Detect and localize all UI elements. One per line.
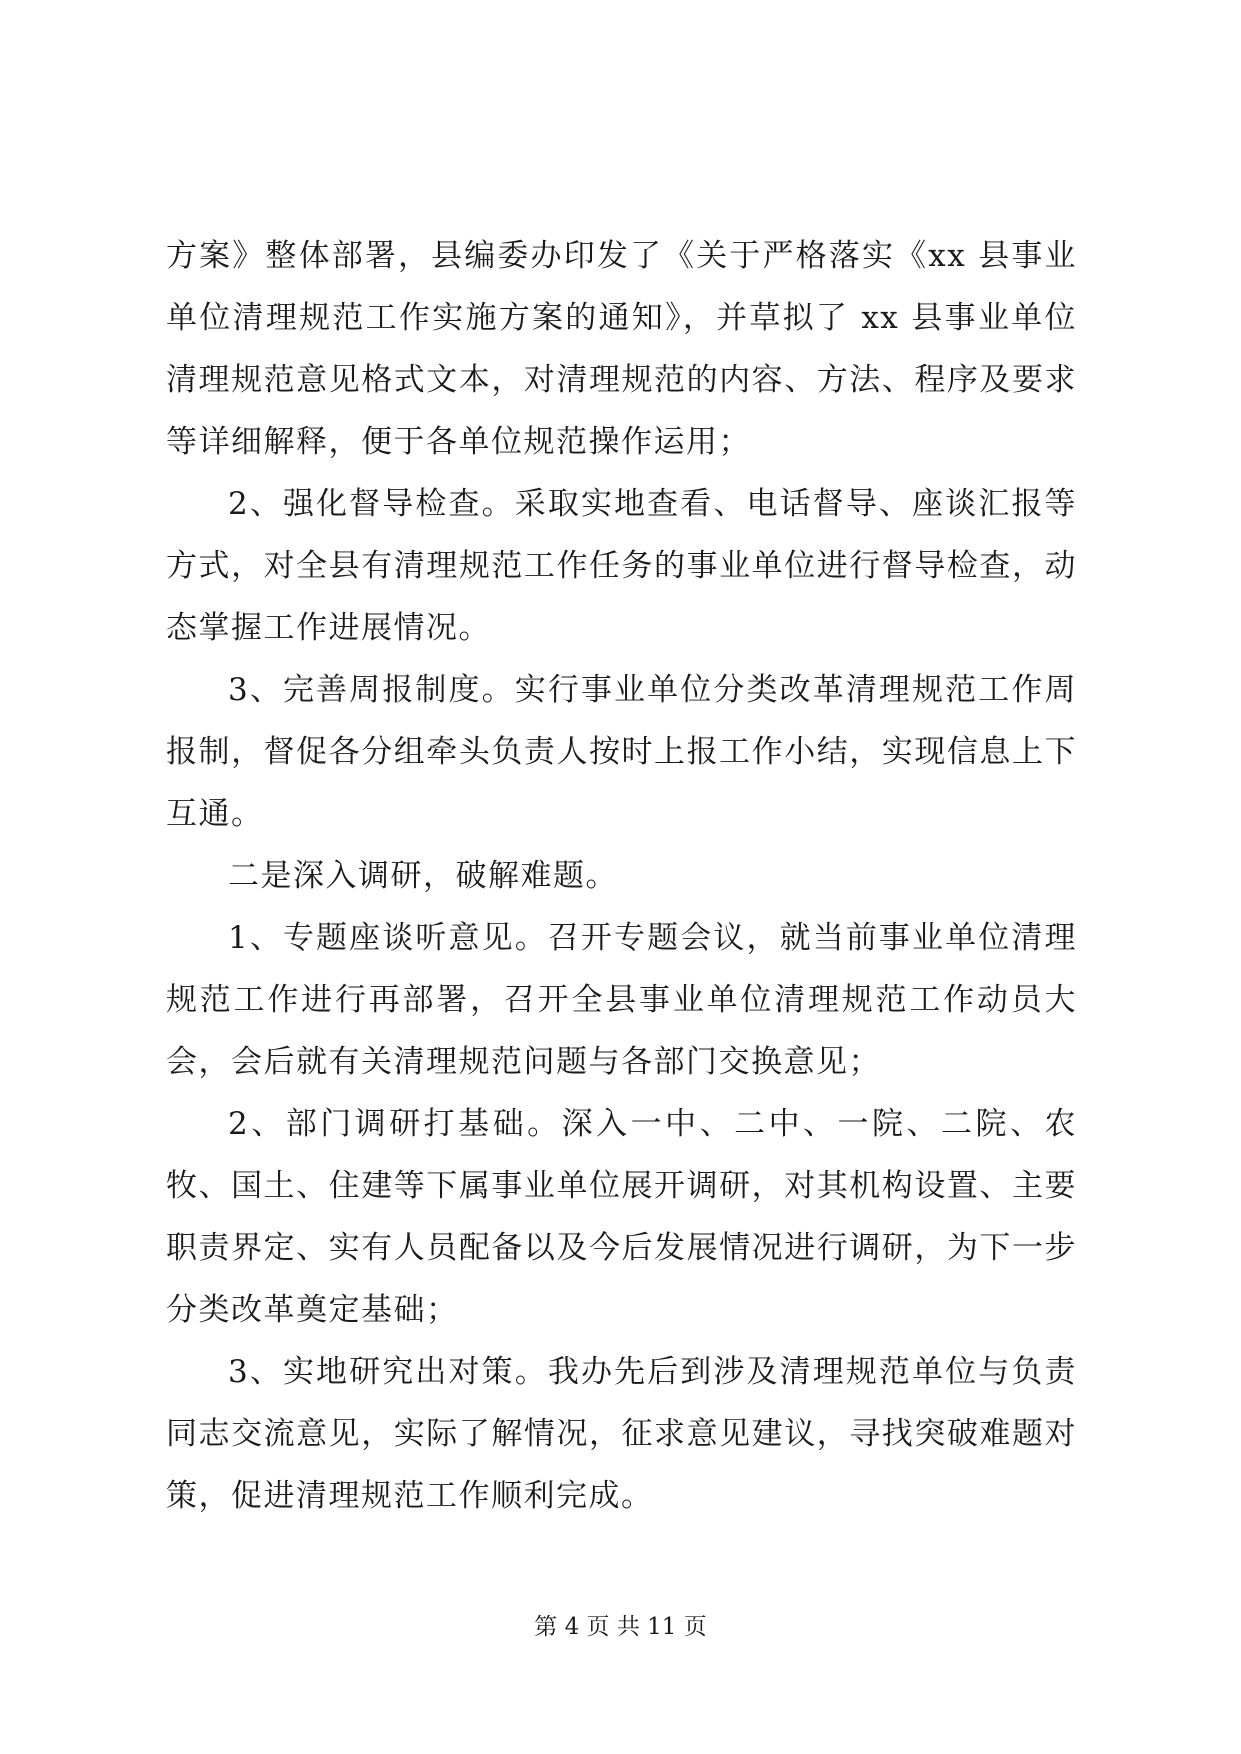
paragraph-field-research: 3、实地研究出对策。我办先后到涉及清理规范单位与负责同志交流意见，实际了解情况，征求意见建议，寻找突破难题对策，促进清理规范工作顺利完成。 (166, 1354, 1077, 1514)
paragraph-continuation: 方案》整体部署，县编委办印发了《关于严格落实《xx 县事业单位清理规范工作实施方案的通知》，并草拟了 xx 县事业单位清理规范意见格式文本，对清理规范的内容、方法、程序及要求等详细解释，便于各单位规范操作运用； (166, 238, 1077, 460)
document-body (166, 225, 1077, 1527)
paragraph-weekly-report: 3、完善周报制度。实行事业单位分类改革清理规范工作周报制，督促各分组牵头负责人按时上报工作小结，实现信息上下互通。 (166, 672, 1077, 832)
paragraph-symposium: 1、专题座谈听意见。召开专题会议，就当前事业单位清理规范工作进行再部署，召开全县事业单位清理规范工作动员大会，会后就有关清理规范问题与各部门交换意见； (166, 920, 1077, 1080)
paragraph-department-research: 2、部门调研打基础。深入一中、二中、一院、二院、农牧、国土、住建等下属事业单位展开调研，对其机构设置、主要职责界定、实有人员配备以及今后发展情况进行调研，为下一步分类改革奠定基础； (166, 1106, 1077, 1328)
paragraph-supervision: 2、强化督导检查。采取实地查看、电话督导、座谈汇报等方式，对全县有清理规范工作任务的事业单位进行督导检查，动态掌握工作进展情况。 (166, 486, 1077, 646)
page-number-footer: 第 4 页 共 11 页 (534, 1614, 707, 1640)
section-heading-research: 二是深入调研，破解难题。 (228, 858, 618, 894)
